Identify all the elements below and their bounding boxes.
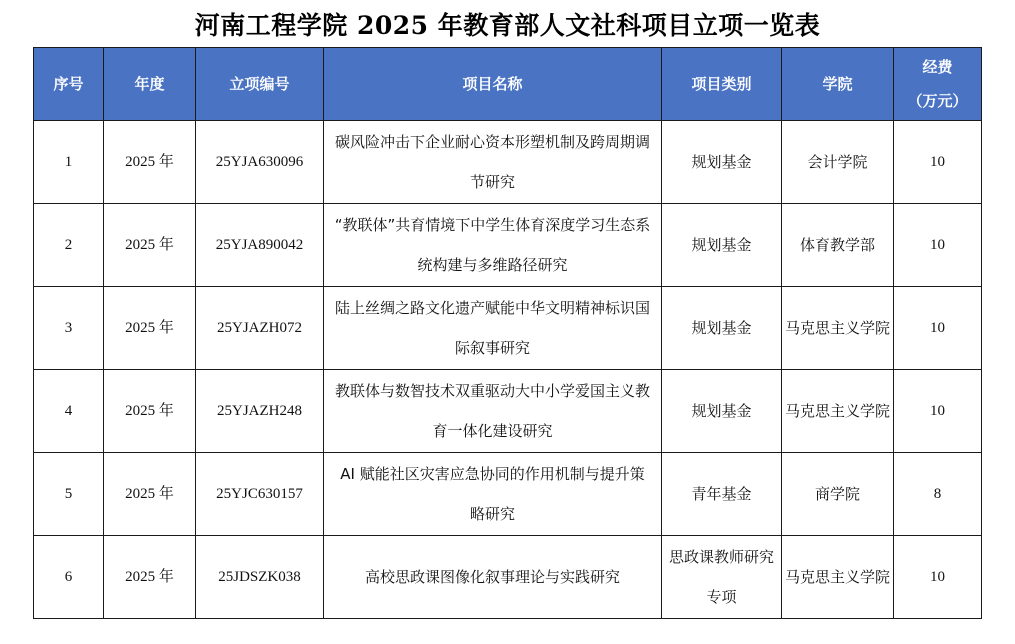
header-college: 学院 <box>782 48 894 121</box>
table-row <box>34 121 982 204</box>
cell-project-name: 教联体与数智技术双重驱动大中小学爱国主义教育一体化建设研究 <box>324 370 662 453</box>
cell-funding: 10 <box>894 370 982 453</box>
cell-college: 马克思主义学院 <box>782 536 894 619</box>
table-row <box>34 204 982 287</box>
cell-category: 规划基金 <box>662 121 782 204</box>
projects-table <box>33 47 982 619</box>
cell-code: 25YJC630157 <box>196 453 324 536</box>
cell-code: 25JDSZK038 <box>196 536 324 619</box>
cell-category: 规划基金 <box>662 370 782 453</box>
cell-project-name: AI 赋能社区灾害应急协同的作用机制与提升策略研究 <box>324 453 662 536</box>
cell-college: 会计学院 <box>782 121 894 204</box>
cell-index: 5 <box>34 453 104 536</box>
header-name: 项目名称 <box>324 48 662 121</box>
cell-year: 2025 年 <box>104 370 196 453</box>
cell-year: 2025 年 <box>104 287 196 370</box>
cell-category: 规划基金 <box>662 204 782 287</box>
cell-college: 马克思主义学院 <box>782 370 894 453</box>
cell-category: 思政课教师研究专项 <box>662 536 782 619</box>
cell-project-name: 碳风险冲击下企业耐心资本形塑机制及跨周期调节研究 <box>324 121 662 204</box>
cell-year: 2025 年 <box>104 453 196 536</box>
table-row <box>34 287 982 370</box>
cell-index: 6 <box>34 536 104 619</box>
header-category: 项目类别 <box>662 48 782 121</box>
cell-index: 4 <box>34 370 104 453</box>
header-code: 立项编号 <box>196 48 324 121</box>
cell-funding: 10 <box>894 536 982 619</box>
table-row <box>34 536 982 619</box>
cell-funding: 10 <box>894 287 982 370</box>
cell-year: 2025 年 <box>104 121 196 204</box>
header-funding: 经费 （万元） <box>894 48 982 121</box>
cell-code: 25YJA630096 <box>196 121 324 204</box>
cell-code: 25YJA890042 <box>196 204 324 287</box>
cell-year: 2025 年 <box>104 536 196 619</box>
header-index: 序号 <box>34 48 104 121</box>
cell-category: 规划基金 <box>662 287 782 370</box>
cell-funding: 8 <box>894 453 982 536</box>
cell-funding: 10 <box>894 121 982 204</box>
cell-funding: 10 <box>894 204 982 287</box>
table-row <box>34 453 982 536</box>
table-row <box>34 370 982 453</box>
cell-code: 25YJAZH072 <box>196 287 324 370</box>
cell-college: 体育教学部 <box>782 204 894 287</box>
cell-project-name: 陆上丝绸之路文化遗产赋能中华文明精神标识国际叙事研究 <box>324 287 662 370</box>
cell-year: 2025 年 <box>104 204 196 287</box>
cell-index: 1 <box>34 121 104 204</box>
cell-college: 马克思主义学院 <box>782 287 894 370</box>
page-title: 河南工程学院 2025 年教育部人文社科项目立项一览表 <box>194 11 821 40</box>
cell-project-name: 高校思政课图像化叙事理论与实践研究 <box>324 536 662 619</box>
cell-index: 3 <box>34 287 104 370</box>
cell-college: 商学院 <box>782 453 894 536</box>
cell-project-name: “教联体”共育情境下中学生体育深度学习生态系统构建与多维路径研究 <box>324 204 662 287</box>
table-header-row <box>34 48 982 121</box>
cell-code: 25YJAZH248 <box>196 370 324 453</box>
header-year: 年度 <box>104 48 196 121</box>
cell-index: 2 <box>34 204 104 287</box>
cell-category: 青年基金 <box>662 453 782 536</box>
